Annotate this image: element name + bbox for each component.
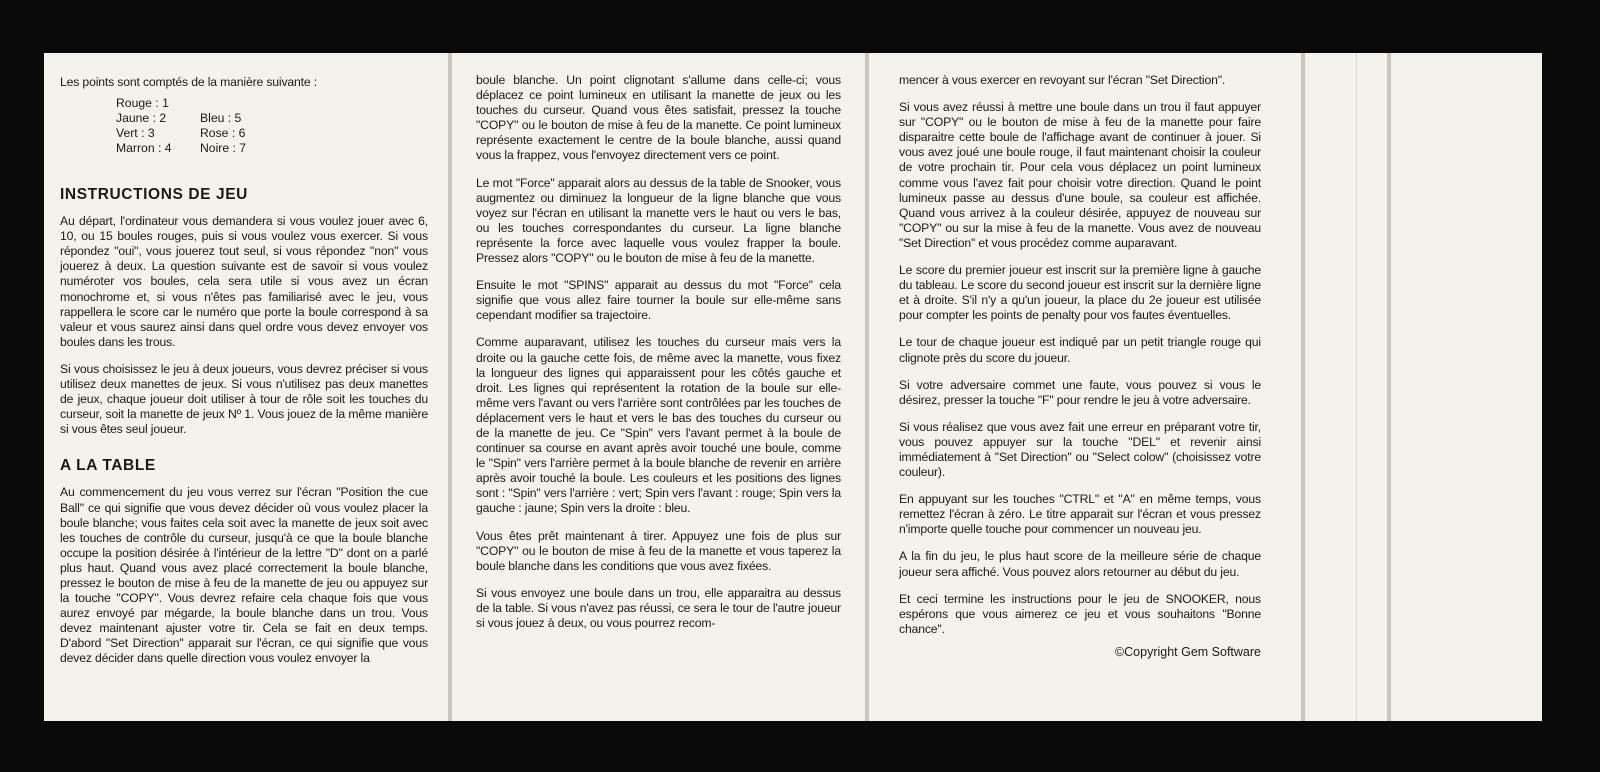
score-bleu: Bleu : 5 — [200, 111, 242, 126]
paragraph: Ensuite le mot "SPINS" apparait au dessus du mot "Force" cela signifie que vous allez faire tourner la boule sur elle-même sans cependant modifier sa trajectoire. — [476, 278, 841, 323]
paragraph: Le tour de chaque joueur est indiqué par un petit triangle rouge qui clignote près du score du joueur. — [899, 335, 1261, 365]
panel-3 — [869, 53, 1301, 721]
paragraph: mencer à vous exercer en revoyant sur l'écran "Set Direction". — [899, 73, 1226, 87]
paragraph: boule blanche. Un point clignotant s'allume dans celle-ci; vous déplacez ce point lumineux en utilisant la manette de jeux ou les touches du curseur. Quand vous êtes satisfait, pressez la touche "COPY" ou le bouton de mise à feu de la manette. Ce point lumineux représente exactement le centre de la boule blanche, aussi quand vous la frappez, vous l'envoyez directement vers ce point. — [476, 73, 841, 163]
score-marron: Marron : 4 — [116, 141, 172, 156]
paragraph: Le score du premier joueur est inscrit sur la première ligne à gauche du tableau. Le score du second joueur est inscrit sur la dernière ligne et à droite. S'il n'y a qu'un joueur, la place du 2e joueur est utilisée pour compter les points de penalty pour vos fautes éventuelles. — [899, 263, 1261, 323]
paragraph: Si vous choisissez le jeu à deux joueurs, vous devrez préciser si vous utilisez deux manettes de jeux. Si vous n'utilisez pas deux manettes de jeux, chaque joueur doit utiliser à tour de rôle soit les touches du curseur, soit la manette de jeux Nº 1. Vous jouez de la même manière si vous êtes seul joueur. — [60, 361, 428, 437]
heading-instructions: INSTRUCTIONS DE JEU — [60, 186, 248, 204]
copyright-notice: ©Copyright Gem Software — [1114, 644, 1261, 659]
score-vert: Vert : 3 — [116, 126, 155, 141]
paragraph: Si vous réalisez que vous avez fait une erreur en préparant votre tir, vous pouvez appuyer sur la touche "DEL" et revenir ainsi immédiatement à "Set Direction" ou "Select colow" (choisissez votre couleur). — [899, 419, 1261, 480]
paragraph: Et ceci termine les instructions pour le jeu de SNOOKER, nous espérons que vous aimerez ce jeu et vous souhaitons "Bonne chance". — [899, 591, 1261, 636]
crease-line — [1356, 53, 1357, 721]
score-empty — [200, 96, 290, 111]
heading-table: A LA TABLE — [60, 457, 156, 475]
blank-spine-flap — [1391, 53, 1542, 721]
score-rouge: Rouge : 1 — [116, 96, 169, 111]
paragraph: Au départ, l'ordinateur vous demandera si vous voulez jouer avec 6, 10, ou 15 boules rouges, puis si vous voulez vous exercer. Si vous répondez "oui", vous jouerez tout seul, si vous répondez "non" vous jouerez à deux. La question suivante est de savoir si vous voulez numéroter vos boules, cela sera utile si vous avez un écran monochrome et, si vous n'êtes pas familiarisé avec le jeu, vous rappellera le score car le numéro que porte la boule correspond à sa valeur et vous saurez ainsi dans quel ordre vous devez envoyer vos boules dans les trous. — [60, 214, 428, 349]
score-rose: Rose : 6 — [200, 126, 246, 141]
paragraph: Au commencement du jeu vous verrez sur l'écran "Position the cue Ball" ce qui signifie que vous devez décider où vous voulez placer la boule blanche; vous faites cela soit avec la manette de jeux soit avec les touches de contrôle du curseur, jusqu'à ce que la boule blanche occupe la position désirée à l'intérieur de la lettre "D" dont on a parlé plus haut. Quand vous avez placé correctement la boule blanche, pressez le bouton de mise à feu de la manette de jeu ou appuyez sur la touche "COPY". Vous devrez refaire cela chaque fois que vous aurez envoyé par mégarde, la boule blanche dans un trou. Vous devez maintenant ajuster votre tir. Cela se fait en deux temps. D'abord "Set Direction" apparait sur l'écran, ce qui signifie que vous devez décider dans quelle direction vous voulez envoyer la — [60, 485, 428, 666]
paragraph: Vous êtes prêt maintenant à tirer. Appuyez une fois de plus sur "COPY" ou le bouton de mise à feu de la manette et vous taperez la boule blanche dans les conditions que vous avez fixées. — [476, 528, 841, 573]
blank-flap — [1305, 53, 1387, 721]
score-noire: Noire : 7 — [200, 141, 247, 156]
score-table — [116, 96, 428, 156]
score-jaune: Jaune : 2 — [116, 111, 167, 126]
paragraph: Si vous envoyez une boule dans un trou, elle apparaitra au dessus de la table. Si vous n'avez pas réussi, ce sera le tour de l'autre joueur si vous jouez à deux, ou vous pourrez recom- — [476, 585, 841, 630]
scoring-intro: Les points sont comptés de la manière suivante : — [60, 75, 318, 89]
paragraph: Le mot "Force" apparait alors au dessus de la table de Snooker, vous augmentez ou diminuez la longueur de la ligne blanche que vous voyez sur l'écran en utilisant la manette vers le haut ou vers le bas, ou les touches correspondantes du curseur. La ligne blanche représente la force avec laquelle vous voulez frapper la boule. Pressez alors "COPY" ou le bouton de mise à feu de la manette. — [476, 175, 841, 266]
paragraph: Si votre adversaire commet une faute, vous pouvez si vous le désirez, presser la touche "F" pour rendre le jeu à votre adversaire. — [899, 377, 1261, 407]
paragraph: Comme auparavant, utilisez les touches du curseur mais vers la droite ou la gauche cette fois, de même avec la manette, vous fixez la longueur des lignes qui apparaissent pour les côtés gauche et droit. Les lignes qui représentent la rotation de la boule sur elle-même vers l'avant ou vers l'arrière sont contrôlées par les touches de déplacement vers le haut et vers le bas des touches du curseur ou de la manette de jeu. Ce "Spin" vers l'avant permet à la boule de continuer sa course en avant après avoir touché une boule, comme le "Spin" vers l'arrière permet à la boule blanche de revenir en arrière après avoir touché la boule. Les couleurs et les positions des lignes sont : "Spin" vers l'arrière : vert; Spin vers l'avant : rouge; Spin vers la gauche : jaune; Spin vers la droite : bleu. — [476, 335, 841, 516]
panel-2 — [452, 53, 865, 721]
paragraph: A la fin du jeu, le plus haut score de la meilleure série de chaque joueur sera affiché. Vous pouvez alors retourner au début du jeu. — [899, 549, 1261, 579]
paragraph: En appuyant sur les touches "CTRL" et "A" en même temps, vous remettez l'écran à zéro. Le titre apparait sur l'écran et vous pressez n'importe quelle touche pour commencer un nouveau jeu. — [899, 492, 1261, 537]
panel-1 — [44, 53, 448, 721]
paragraph: Si vous avez réussi à mettre une boule dans un trou il faut appuyer sur "COPY" ou le bouton de mise à feu de la manette pour faire disparaitre cette boule de l'affichage avant de continuer à jouer. Si vous avez joué une boule rouge, il faut maintenant choisir la couleur de votre prochain tir. Pour cela vous déplacez un point lumineux comme vous l'avez fait pour choisir votre direction. Quand le point lumineux passe au dessus d'une boule, sa couleur est affichée. Quand vous arrivez à la couleur désirée, appuyez de nouveau sur "COPY" ou sur la mise à feu de la manette. Vous avez de nouveau "Set Direction" et vous procédez comme auparavant. — [899, 100, 1261, 250]
